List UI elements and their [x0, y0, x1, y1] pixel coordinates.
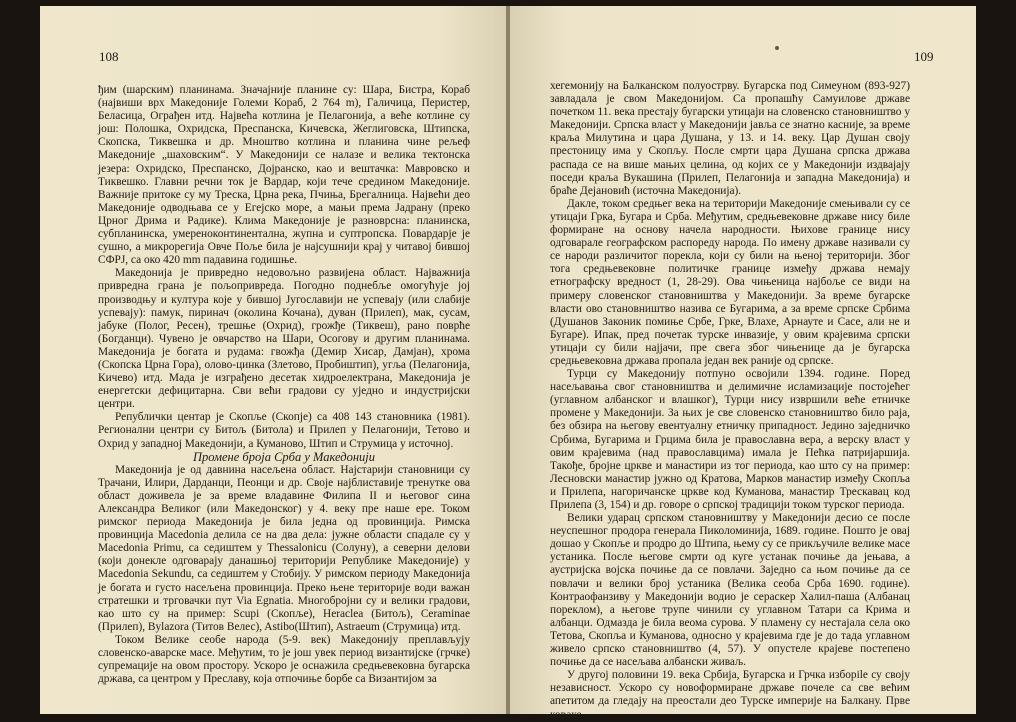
paragraph: Велики ударац српском становништву у Македонији десио се после неуспешног продора генерала Пиколоминија, 1689. године. Пошто је овај дошао у Скопље и продро до Штипа, њему су се прикључиле велике масе устаника. После његове смрти од куге устанак почиње да јењава, а аустријска војска почиње да се повлачи. Заједно са њом почиње да се повлачи и велики број устаника (Велика сеоба Срба 1690. године). Контраофанзиву у Македонији водио је сераскер Халил-паша (Албанац пореклом), а његове трупе чинили су углавном Татари са Крима и албанци. Одмазда је била веома сурова. У пламену су нестајала села око Тетова, Скопља и Куманова, односно у крајевима где је до тада углавном живело српско становништво (4, 57). У опустеле крајеве постепено почиње да се насељава албански живаљ. [550, 512, 910, 669]
left-page [40, 6, 508, 714]
paragraph: Турци су Македонију потпуно освојили 1394. године. Поред насељавања свог становништва и делимичне исламизације постојећег (углавном албанског и влашког), Турци нису извршили веће етничке промене у Македонији. За њих је све словенско становништво било раја, без обзира на његову евентуалну етничку припадност. Једино заједничко Србима, Бугарима и Грцима била је православна вера, а верску власт у овим крајевима (над православцима) имала је Пећка патријаршија. Такође, бројне цркве и манастири из тог периода, као што су на пример: Лесновски манастир јужно од Кратова, Марков манастир између Скопља и Прилепа, нагоричанске цркве код Куманова, манастир Трескавац код Прилепа (3, 154) и др. говоре о српској традицији током турског периода. [550, 368, 910, 511]
right-page-body [550, 80, 910, 722]
paragraph: хегемонију на Балканском полуострву. Бугарска под Симеуном (893-927) завладала је свом Македонијом. Са пропашћу Самуилове државе почетком 11. века престају бугарски утицаји на словенско становништво у Македонији. Српска власт у Македонији јавља се знатно касније, за време краља Милутина и цара Душана, у 13. и 14. веку. Цар Душан своју престоницу има у Скопљу. После смрти цара Душана српска држава распада се на више мањих целина, од којих се у Македонији издвајају поседи краља Вукашина (Прилеп, Пелагонија и западна Македонија) и браће Дејановић (источна Македонија). [550, 80, 910, 197]
paragraph: У другој половини 19. века Србија, Бугарска и Грчка изборile су своју независност. Ускоро су новоформиране државе почеле са све већим апетитом да гледају на преостали део Турске империје на Балкану. Прве корaке [550, 669, 910, 721]
paragraph: Македонија је привредно недовољно развијена област. Најважнија привредна грана је пољопривреда. Погодно поднебље омогућује јој производњу и културa које у бившој Југославији не успевају (или слабије успевају): памук, пиринач (околина Кочана), дуван (Прилеп), мак, сусам, јабуке (Полог, Ресен), трешње (Охрид), грожђе (Тиквеш), рано поврће (Богданци). Чувено је овчарство на Шари, Осогову и другим планинама. Македонија је богата и рудама: гвожђа (Демир Хисар, Дамјан), хрома (Скопска Црна Гора), олово-цинка (Злетово, Пробиштип), угља (Пелагонија, Кичево) итд. Мада је изграђено десетак хидроелектрана, Македонија је енергетски дефицитарна. Сви већи градови су уједно и индустријски центри. [98, 267, 470, 411]
paragraph: Током Велике сеобе народа (5-9. век) Македонију преплављују словенско-аварске масе. Међутим, то је још увек период византијске (грчке) супремације на овом простору. Ускоро је оснажила средњевековна бугарска држава, са центром у Преславу, која отпочиње борбе са Византијом за [98, 633, 470, 686]
page-number-right: 109 [914, 49, 934, 64]
paragraph: Републички центар је Скопље (Скопје) са 408 143 становника (1981). Регионални центри су Битољ (Битола) и Прилеп у Пелагонији, Тетово и Охрид у западној Македонији, а Куманово, Штип и Струмица у источној. [98, 411, 470, 450]
section-heading: Промене броја Срба у Македонији [192, 449, 375, 464]
paragraph: Дакле, током средњег века на територији Македоније смењивали су се утицаји Грка, Бугара и Срба. Међутим, средњевековне државе нису биле формиране на основу начела народности. Њихове границе нису одговарале географском распореду народа. По имену државе називали су се народи различитог порекла, који су били на њеној територији. Због тога средњевековне политичке границе између држава немају етнографску вредност (1, 28-29). Ова чињеница најбоље се види на примеру словенског становништва у Македонији. За време бугарске власти ово становништво назива се Бугарима, а за време српске Србима (Душанов Законик помиње Србе, Грке, Влахе, Арнауте и Сасе, али не и Бугаре). Ипак, пред почетак турске инвазије, у овим крајевима српски утицаји су били најјачи, пре свега због чињенице да је бугарска средњевековна држава пропала један век раније од српске. [550, 197, 910, 367]
right-page [510, 6, 976, 721]
ink-speck [775, 46, 779, 50]
paragraph: Македонија је од давнина насељена област. Најстарији становници су Трачани, Илири, Дарданци, Пеонци и др. Своје најблиставије тренутке ова област доживела је за време владавине Филипа II и његовог сина Александра Великог (или Македонског) у 4. веку пре наше ере. Током римског периода Македонија је била једна од провинција. Римска провинција Macedonia делила се на два дела: јужне области спадале су у Macedonia Primu, са седиштем у Thessalonicu (Солуну), а северни делови (који донекле одговарају данашњој територији Републике Македоније) у Macedonia Sekundu, са седиштем у Стобију. У римском периоду Македонија је богата и густо насељена провинција. Преко њене територије води важан стратешки и трговачки пут Via Egnatia. Многобројни су и велики градови, као што су на пример: Scupi (Скопље), Heraclea (Битољ), Ceraminae (Прилеп), Bylazora (Титов Велес), Astibo(Штип), Astraeum (Струмица) итд. [98, 463, 470, 633]
paragraph: ђим (шарским) планинама. Значајније планине су: Шара, Бистра, Кораб (највиши врх Македоније Големи Кораб, 2 764 m), Галичица, Перистер, Беласица, Ограђен итд. Највећа котлина је Пелагонија, а веће котлине су још: Полошка, Охридска, Преспанска, Кичевска, Жеглиговска, Штипска, Скопска, Тиквешка и др. Мноштво котлина и планина чине рељеф Македоније „шаховским“. У Македонији се налазе и велика тектонска језера: Охридско, Преспанско, Дојранско, као и вештачка: Мавровско и Тиквешко. Главни речни ток је Вардар, који тече средином Македоније. Важније притоке су му Треска, Црна река, Пчиња, Брегалница. Највећи део Македоније одводњава се у Егејско море, а мањи према Јадрану (преко Црног Дрима и Радике). Клима Македоније је разноврсна: планинска, субпланинска, умереноконтинентална, жупна и суптропска. Повардарје је сушно, а микрорегија Овче Поље била је најсушнији крај у читавој бившој СФРЈ, са око 420 mm падавина годишње. [98, 84, 470, 267]
left-page-body [98, 84, 470, 686]
page-number-left: 108 [99, 49, 119, 64]
